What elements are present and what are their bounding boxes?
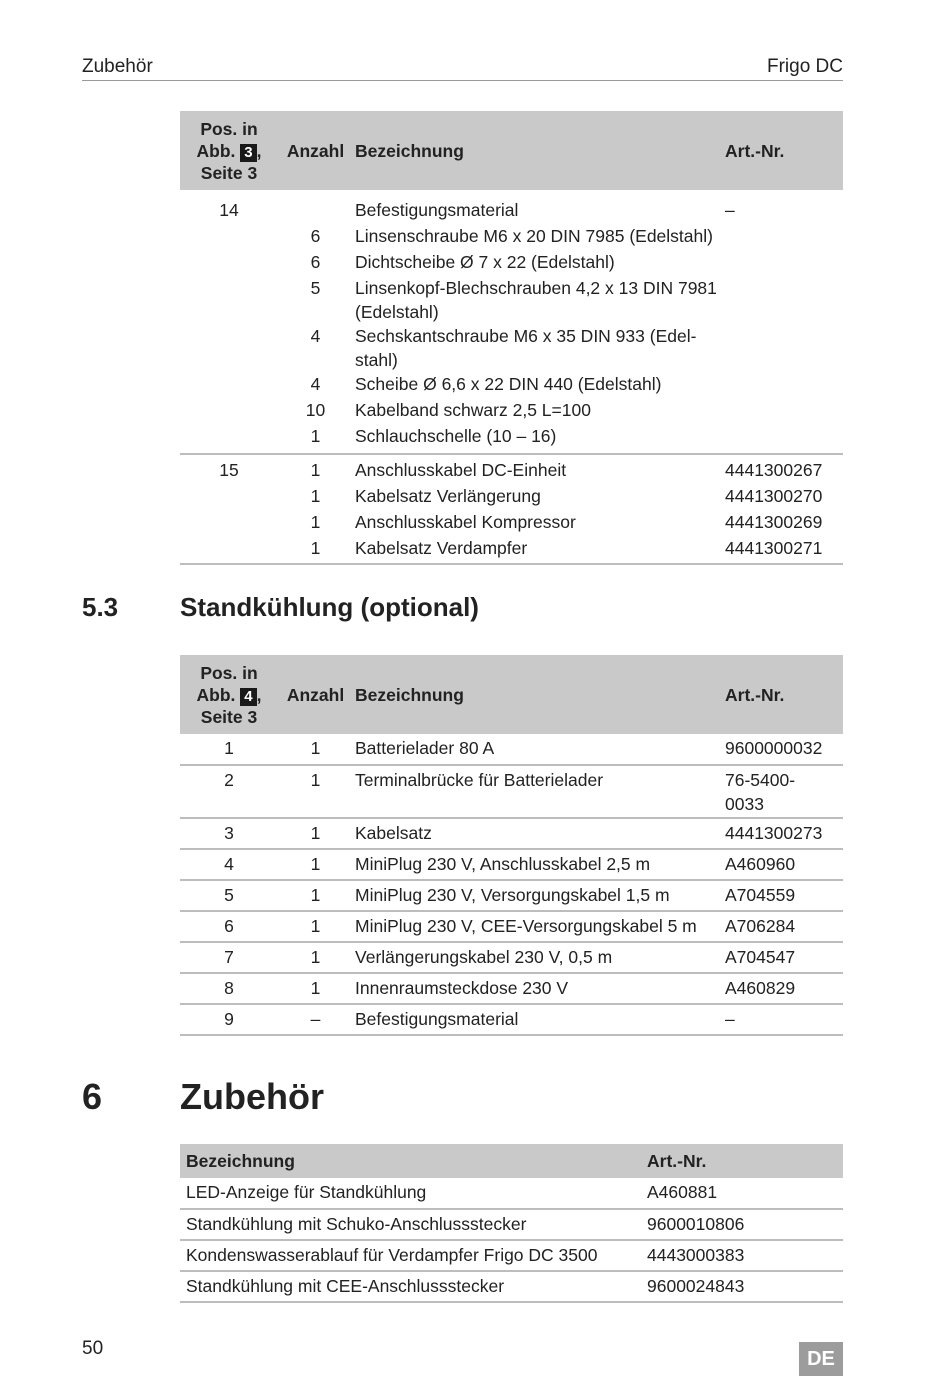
running-header-chapter: Zubehör bbox=[82, 56, 153, 77]
col-header-pos: Pos. in Abb. 4 , Seite 3 bbox=[180, 655, 278, 734]
accessories-table bbox=[180, 1144, 843, 1303]
table-row: 1 1 Batterielader 80 A 9600000032 bbox=[180, 734, 843, 765]
figure-ref-badge: 3 bbox=[240, 144, 256, 162]
col-header-artnr: Art.-Nr. bbox=[725, 655, 843, 734]
col-header-anzahl: Anzahl bbox=[278, 111, 353, 190]
table-row: Standkühlung mit CEE-Anschlussstecker 9600024843 bbox=[180, 1271, 843, 1302]
col-header-bezeichnung: Bezeichnung bbox=[180, 1144, 641, 1178]
chapter-number: 6 bbox=[82, 1076, 103, 1117]
table-row: 4 1 MiniPlug 230 V, Anschlusskabel 2,5 m A460960 bbox=[180, 849, 843, 880]
chapter-heading: Zubehör bbox=[180, 1076, 324, 1117]
table-row: 2 1 Terminalbrücke für Batterielader 76-5400- 0033 bbox=[180, 765, 843, 818]
table-row: 5 Linsenkopf-Blechschrauben 4,2 x 13 DIN 7981 (Edelstahl) bbox=[310, 278, 717, 322]
col-header-pos: Pos. in Abb. 3 , Seite 3 bbox=[180, 111, 278, 190]
section-number: 5.3 bbox=[82, 592, 119, 622]
figure-ref-badge: 4 bbox=[240, 688, 256, 706]
table-row: 8 1 Innenraumsteckdose 230 V A460829 bbox=[180, 973, 843, 1004]
section-heading: Standkühlung (optional) bbox=[180, 592, 479, 622]
table-header-row bbox=[180, 655, 843, 734]
table-header-row bbox=[180, 111, 843, 190]
language-badge: DE bbox=[799, 1342, 843, 1376]
table-row: Kondenswasserablauf für Verdampfer Frigo DC 3500 4443000383 bbox=[180, 1240, 843, 1271]
table-row: 1 Kabelsatz Verdampfer 4441300271 bbox=[180, 536, 843, 564]
table-row: 4 Sechskantschraube M6 x 35 DIN 933 (Edel- stahl) bbox=[310, 326, 697, 370]
col-header-bezeichnung: Bezeichnung bbox=[353, 655, 725, 734]
table-row: LED-Anzeige für Standkühlung A460881 bbox=[180, 1178, 843, 1209]
table-row: Standkühlung mit Schuko-Anschlussstecker 9600010806 bbox=[180, 1209, 843, 1240]
table-row: 3 1 Kabelsatz 4441300273 bbox=[180, 818, 843, 849]
col-header-bezeichnung: Bezeichnung bbox=[353, 111, 725, 190]
parts-table-2 bbox=[180, 655, 843, 1036]
table-row: 6 Linsenschraube M6 x 20 DIN 7985 (Edelstahl) bbox=[310, 226, 713, 246]
table-row: 4 Scheibe Ø 6,6 x 22 DIN 440 (Edelstahl) bbox=[310, 374, 662, 394]
table-row: 6 1 MiniPlug 230 V, CEE-Versorgungskabel 5 m A706284 bbox=[180, 911, 843, 942]
table-row: 5 1 MiniPlug 230 V, Versorgungskabel 1,5 m A704559 bbox=[180, 880, 843, 911]
table-row: 1 Anschlusskabel Kompressor 4441300269 bbox=[310, 512, 823, 532]
table-row: 9 – Befestigungsmaterial – bbox=[180, 1004, 843, 1035]
col-header-anzahl: Anzahl bbox=[278, 655, 353, 734]
running-header-product: Frigo DC bbox=[766, 56, 843, 77]
table-row: 6 Dichtscheibe Ø 7 x 22 (Edelstahl) bbox=[310, 252, 615, 272]
page-number: 50 bbox=[82, 1338, 104, 1359]
table-row: 1 Kabelsatz Verlängerung 4441300270 bbox=[310, 486, 823, 506]
header-rule bbox=[82, 80, 843, 81]
table-header-row bbox=[180, 1144, 843, 1178]
col-header-artnr: Art.-Nr. bbox=[641, 1144, 843, 1178]
table-row: 10 Kabelband schwarz 2,5 L=100 bbox=[305, 400, 591, 420]
table-row: 14 Befestigungsmaterial – bbox=[219, 200, 735, 220]
table-row: 7 1 Verlängerungskabel 230 V, 0,5 m A704547 bbox=[180, 942, 843, 973]
table-row: 1 Schlauchschelle (10 – 16) bbox=[180, 424, 843, 454]
col-header-artnr: Art.-Nr. bbox=[725, 111, 843, 190]
parts-table-1 bbox=[180, 111, 843, 565]
table-row: 15 1 Anschlusskabel DC-Einheit 4441300267 bbox=[219, 460, 823, 480]
